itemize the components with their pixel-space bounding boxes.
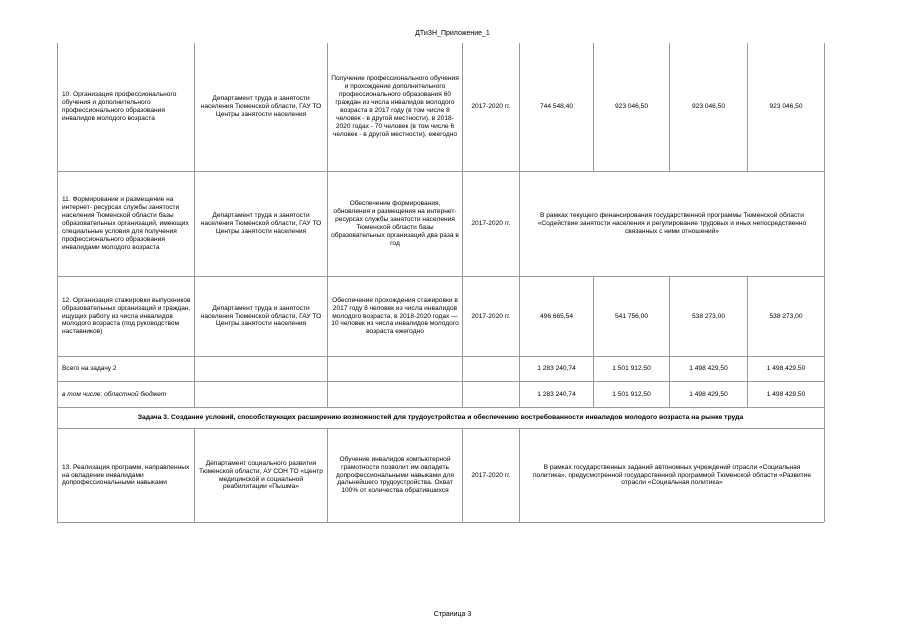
row10-executor: Департамент труда и занятости населения Тюменской области, ГАУ ТО Центры занятости населения <box>200 95 322 118</box>
row12-value-2: 541 756,00 <box>614 312 648 320</box>
grid-line <box>824 43 825 522</box>
grid-line <box>57 43 58 522</box>
regional-value-2: 1 501 912,50 <box>612 390 651 398</box>
total-value-4: 1 498 429,50 <box>766 365 806 373</box>
task3-heading: Задача 3. Создание условий, способствующих расширению возможностей для трудоустройства и обеспечению востребованности инвалидов молодого возраста на рынке труда <box>137 413 744 421</box>
row13-executor: Департамент социального развития Тюменской области, АУ СОН ТО «Центр медицинской и социальной реабилитации «Пышма» <box>199 459 323 491</box>
row10-name: 10. Организация профессионального обучения и дополнительного профессионального образования инвалидов молодого возраста <box>62 91 177 122</box>
row12-name: 12. Организация стажировки выпускников образовательных организаций и граждан, ищущих работу из числа инвалидов молодого возраста (под руководством наставников) <box>62 296 191 336</box>
row13-name: 13. Реализация программ, направленных на овладение инвалидами допрофессиональными навыками <box>62 463 190 487</box>
page-header: ДТиЗН_Приложение_1 <box>415 30 490 37</box>
regional-value-4: 1 498 429,50 <box>766 390 806 398</box>
row11-name: 11. Формирование и размещение на интернет- ресурсах службы занятости населения Тюменской области базы образовательных организаций, имеющих специальные условия для получения профессионального образования инвалидами молодого возраста <box>62 196 189 251</box>
row13-result: Обучение инвалидов компьютерной грамотности позволит им овладеть допрофессиональными навыками для дальнейшего трудоустройства. Охват 100% от количества обратившихся <box>335 455 455 495</box>
row11-funding: В рамках текущего финансирования государственной программы Тюменской области «Содействие занятости населения и регулирование трудовых и иных непосредственно связанных с ними отношений» <box>537 212 807 235</box>
row12-result: Обеспечение прохождения стажировки в 2017 году 8 человек из числа инвалидов молодого возраста, в 2018-2020 годах — 10 человек из числа инвалидов молодого возраста ежегодно <box>331 296 459 336</box>
row12-value-4: 538 273,00 <box>769 312 803 320</box>
program-table <box>57 43 824 522</box>
total-label: Всего на задачу 2 <box>62 365 117 373</box>
row13-funding: В рамках государственных заданий автономных учреждений отрасли «Социальная политика», предусмотренной государственной программой Тюменской области «Развитие отрасли «Социальная политика» <box>532 463 811 487</box>
total-value-3: 1 498 429,50 <box>689 365 728 373</box>
row11-result: Обеспечение формирования, обновления и размещения на интернет- ресурсах службы занятости населения Тюменской области базы образовательных организаций два раза в год <box>331 200 459 247</box>
row10-value-1: 744 548,40 <box>539 103 573 111</box>
row12-executor: Департамент труда и занятости населения Тюменской области, ГАУ ТО Центры занятости населения <box>200 304 322 328</box>
regional-value-3: 1 498 429,50 <box>689 390 728 398</box>
row11-period: 2017-2020 гг. <box>471 220 511 228</box>
row10-value-2: 923 046,50 <box>614 103 648 111</box>
total-value-1: 1 283 240,74 <box>537 365 576 373</box>
row12-value-3: 538 273,00 <box>691 312 725 320</box>
grid-line <box>57 522 824 523</box>
row11-executor: Департамент труда и занятости населения Тюменской области, ГАУ ТО Центры занятости населения <box>200 212 322 235</box>
row10-result: Получение профессионального обучения и прохождение дополнительного профессионального образования 60 граждан из числа инвалидов молодого возраста в 2017 году (в том числе 8 человек - в другой местности), в 2018-2020 годах - 70 человек (в том числе 6 человек - в другой местности), ежегодно <box>331 75 459 138</box>
row10-value-3: 923 046,50 <box>691 103 725 111</box>
row13-period: 2017-2020 гг. <box>471 471 511 479</box>
page-footer: Страница 3 <box>433 611 472 618</box>
regional-budget-label: в том числе: областной бюджет <box>62 390 167 398</box>
row12-value-1: 496 665,54 <box>539 312 573 320</box>
row12-period: 2017-2020 гг. <box>471 312 511 320</box>
row10-period: 2017-2020 гг. <box>471 103 511 111</box>
regional-value-1: 1 283 240,74 <box>537 390 576 398</box>
total-value-2: 1 501 912,50 <box>612 365 651 373</box>
row10-value-4: 923 046,50 <box>769 103 803 111</box>
